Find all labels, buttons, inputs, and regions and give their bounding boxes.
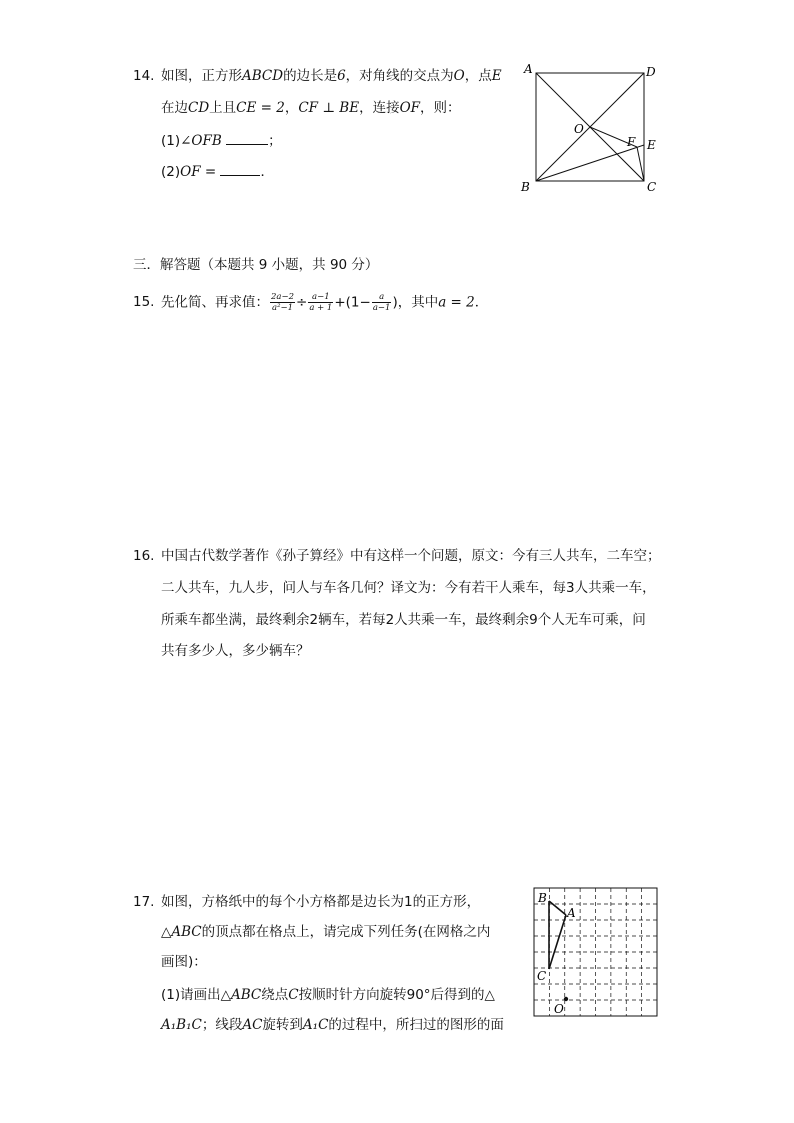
divide-sign: ÷ — [296, 294, 308, 311]
answer-blank-2[interactable] — [220, 161, 260, 176]
q14-math: O — [453, 68, 465, 84]
q16-number: 16. — [133, 548, 155, 564]
point-label-o: O — [574, 122, 584, 136]
q14-text: ； — [268, 133, 282, 149]
q15-text: 先化简、再求值： — [161, 294, 269, 311]
segment-ba — [549, 901, 566, 915]
fraction-1-denominator: a²−1 — [272, 303, 294, 313]
q17-line-3: 画图)： — [161, 954, 207, 970]
q17-text: △ — [161, 924, 172, 940]
q17-text: (1)请画出△ — [161, 987, 232, 1003]
q14-text: ，则： — [420, 100, 461, 116]
grid-label-o: O — [554, 1002, 564, 1016]
vertex-label-a: A — [524, 62, 533, 76]
fraction-3-denominator: a−1 — [372, 303, 391, 313]
q14-line-1 — [161, 66, 502, 86]
grid-label-b: B — [538, 891, 547, 905]
q14-square-figure — [515, 62, 665, 197]
grid-label-c: C — [537, 969, 547, 983]
q17-text: 旋转到 — [262, 1017, 303, 1033]
q15-condition: a = 2 — [438, 294, 475, 311]
fraction-2-denominator: a + 1 — [309, 303, 333, 313]
point-label-e: E — [647, 138, 656, 152]
q17-text: 按顺时针方向旋转90°后得到的△ — [298, 987, 495, 1003]
q14-text: 在边 — [161, 100, 188, 116]
q14-text: (2) — [161, 164, 181, 180]
q14-text: (1) — [161, 133, 181, 149]
vertex-label-d: D — [646, 65, 656, 79]
q17-line-1: 如图，方格纸中的每个小方格都是边长为1的正方形， — [161, 894, 481, 910]
q14-math: E — [491, 68, 502, 84]
q17-math: A₁B₁C — [161, 1017, 202, 1033]
fraction-1 — [270, 292, 295, 313]
point-label-f: F — [627, 135, 636, 149]
q14-text: ，对角线的交点为 — [345, 68, 454, 84]
section-3-title: 三．解答题（本题共 9 小题，共 90 分） — [133, 257, 379, 273]
q14-part-1 — [161, 130, 282, 151]
q17-text: 的过程中，所扫过的图形的面 — [328, 1017, 504, 1033]
q14-math: ABCD — [242, 68, 284, 84]
q15-expression: ) — [392, 294, 398, 311]
vertex-label-c: C — [647, 180, 657, 194]
q15-text: ，其中 — [397, 294, 439, 311]
fraction-2 — [308, 292, 333, 313]
q17-grid-figure — [530, 884, 662, 1020]
q17-line-5 — [161, 1015, 504, 1035]
q15-expression: +(1− — [334, 294, 371, 311]
vertex-label-b: B — [521, 180, 530, 194]
q14-math: 6 — [337, 68, 346, 84]
q14-text: ，点 — [464, 68, 492, 84]
q14-text: ． — [260, 164, 274, 180]
q14-text: ， — [284, 100, 299, 116]
q14-math: OF = — [180, 164, 217, 180]
fraction-3 — [372, 292, 392, 313]
q17-number: 17. — [133, 894, 155, 910]
q14-math: OF — [399, 100, 421, 116]
q15-number: 15. — [133, 294, 155, 310]
segment-ac — [549, 915, 566, 969]
q16-line-4: 共有多少人，多少辆车？ — [161, 643, 310, 659]
grid-label-a: A — [567, 906, 576, 920]
q16-line-3: 所乘车都坐满，最终剩余2辆车，若每2人共乘一车，最终剩余9个人无车可乘，问 — [161, 612, 646, 628]
q14-line-2 — [161, 98, 461, 118]
q14-text: 上且 — [209, 100, 237, 116]
q17-text: 的顶点都在格点上，请完成下列任务(在网格之内 — [201, 924, 491, 940]
q17-math: ABC — [171, 924, 202, 940]
q17-math: AC — [242, 1017, 263, 1033]
fraction-1-numerator: 2a−2 — [271, 292, 295, 302]
q14-math: ∠OFB — [180, 133, 222, 149]
q14-math: CF ⊥ BE — [298, 100, 360, 116]
q17-text: ；线段 — [201, 1017, 243, 1033]
q15-text: ． — [474, 294, 489, 311]
q16-line-1: 中国古代数学著作《孙子算经》中有这样一个问题，原文：今有三人共车，二车空； — [161, 548, 661, 564]
answer-blank-1[interactable] — [226, 130, 268, 145]
q17-line-2 — [161, 922, 490, 942]
point-o-dot — [564, 997, 568, 1001]
q14-math: CE = 2 — [236, 100, 285, 116]
q17-text: 绕点 — [261, 987, 289, 1003]
fraction-3-numerator: a — [372, 292, 392, 303]
q14-part-2 — [161, 161, 274, 182]
q17-math: ABC — [231, 987, 262, 1003]
q17-math: C — [288, 987, 299, 1003]
q14-text: ，连接 — [359, 100, 400, 116]
q16-line-2: 二人共车，九人步，问人与车各几何？译文为：今有若干人乘车，每3人共乘一车， — [161, 580, 656, 596]
q14-text: 的边长是 — [283, 68, 338, 84]
q14-math: CD — [188, 100, 210, 116]
q15-line — [161, 292, 488, 313]
q14-text: 如图，正方形 — [161, 68, 242, 84]
q14-number: 14. — [133, 68, 155, 84]
fraction-2-numerator: a−1 — [308, 292, 333, 303]
q17-line-4 — [161, 985, 495, 1005]
q17-math: A₁C — [302, 1017, 329, 1033]
